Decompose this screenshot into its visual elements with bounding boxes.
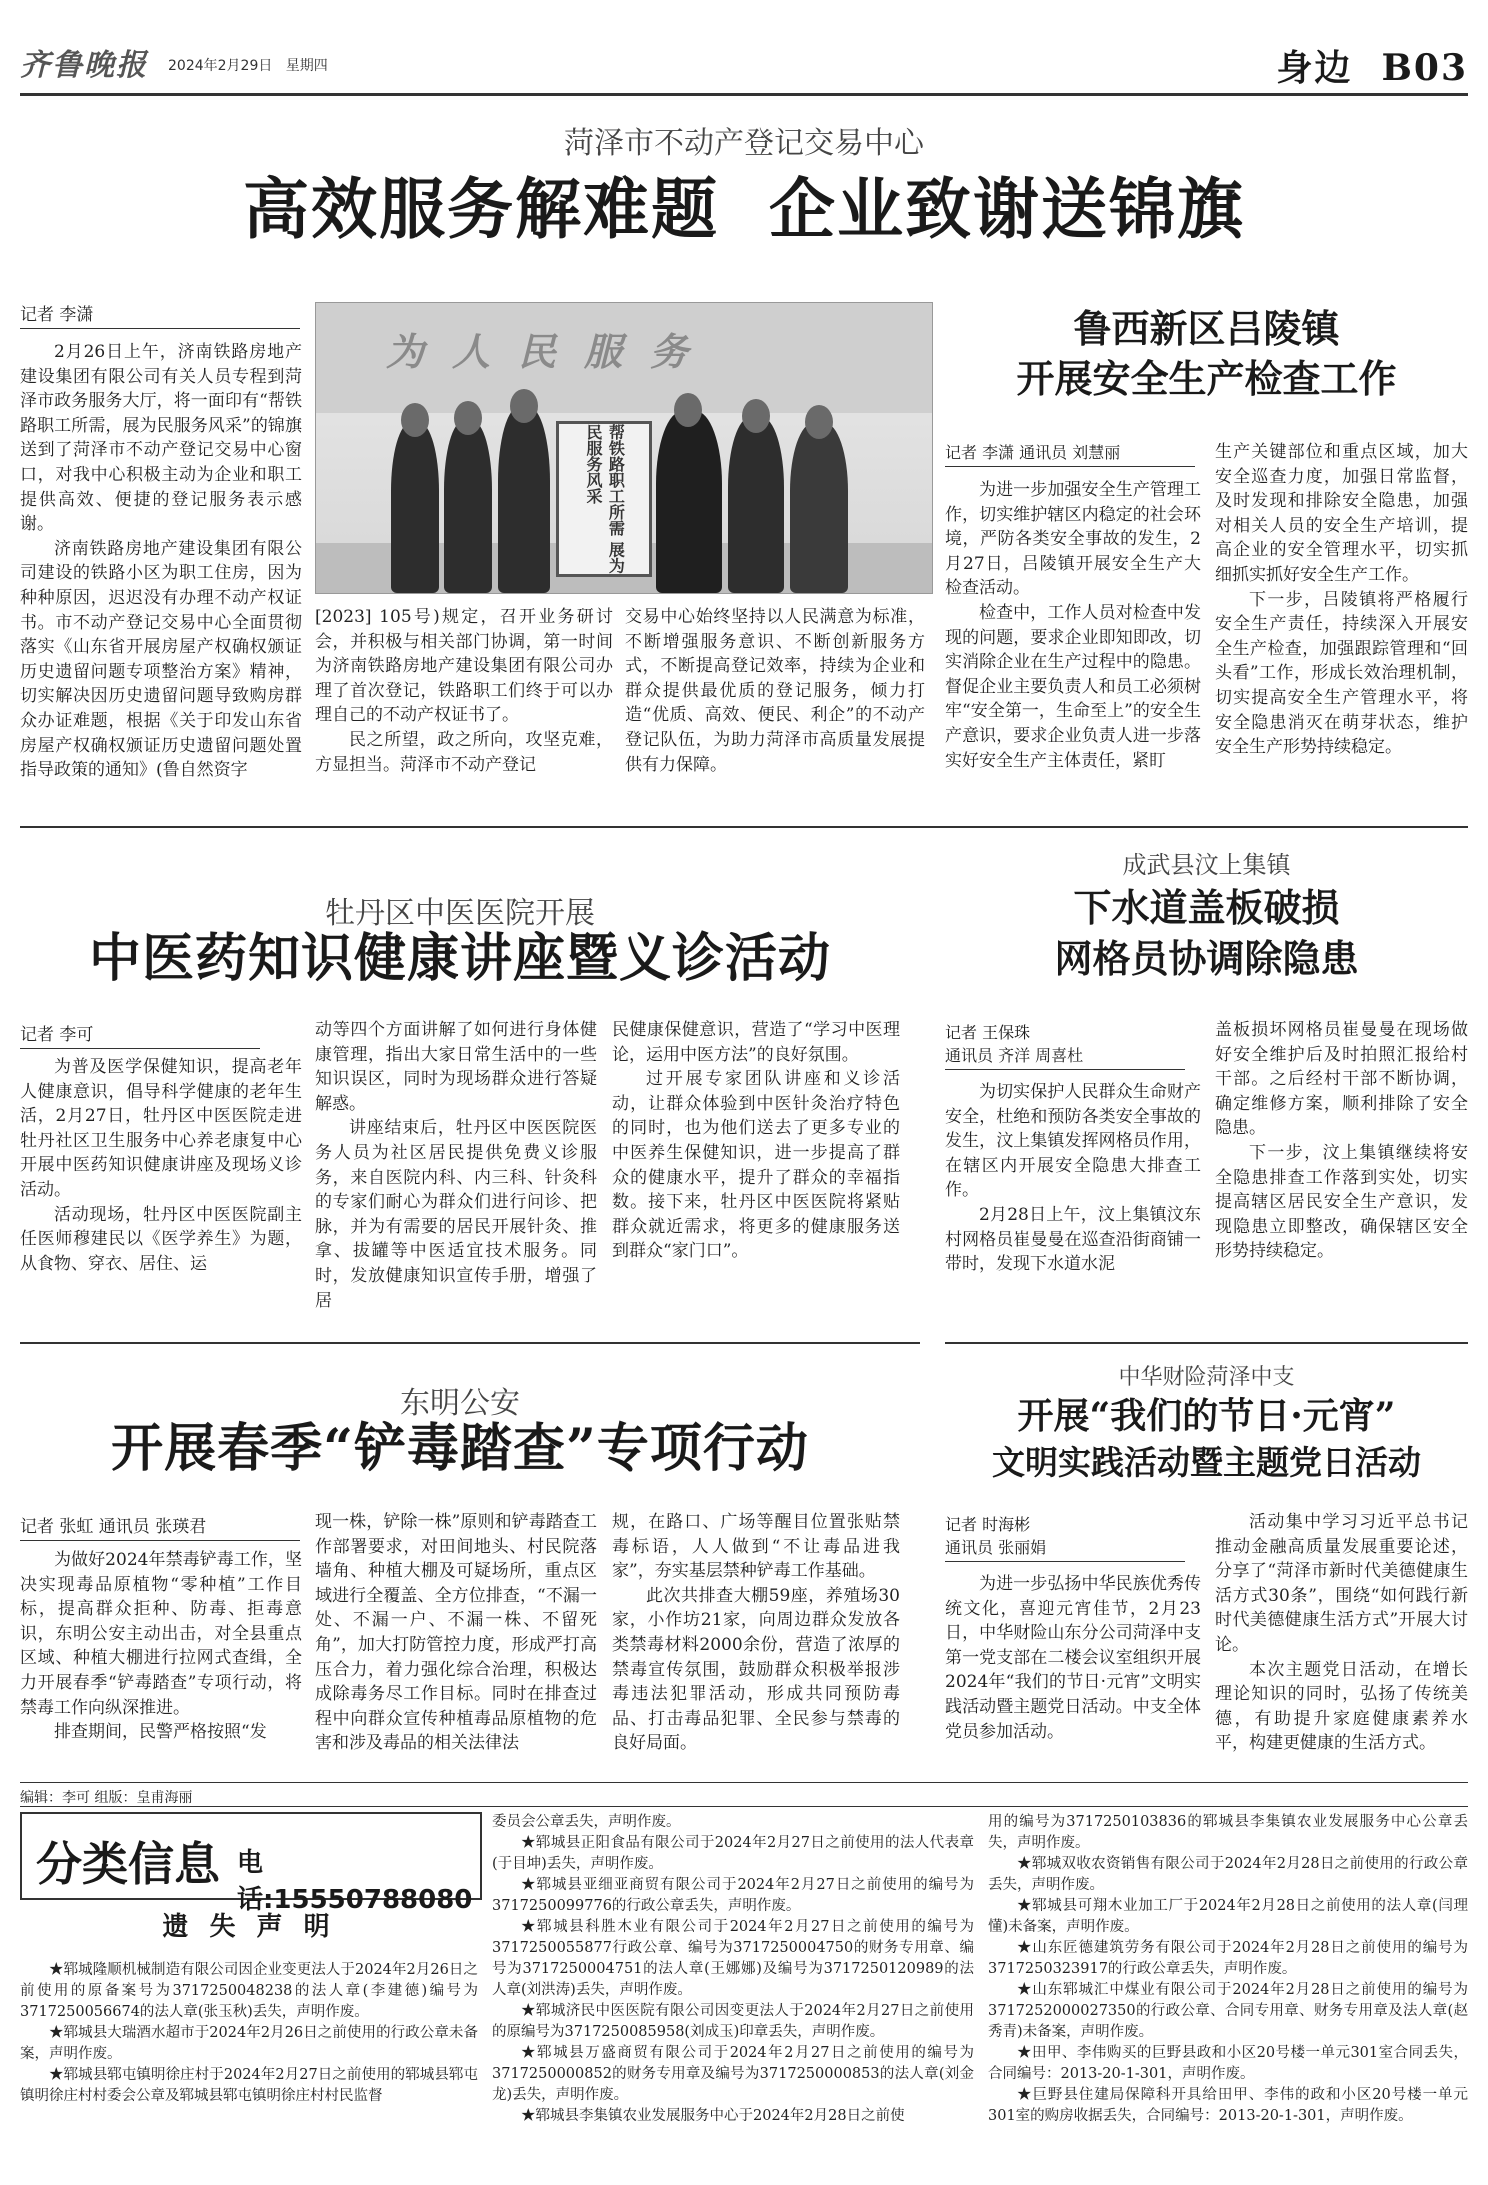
person-6 [790, 423, 848, 593]
issue-date: 2024年2月29日 星期四 [168, 58, 328, 74]
huatai-headline-line2: 文明实践活动暨主题党日活动 [992, 1443, 1421, 1482]
page-number: B03 [1381, 47, 1468, 89]
luxi-col1: 为进一步加强安全生产管理工作，切实维护辖区内稳定的社会环境，严防各类安全事故的发生，2月27日，吕陵镇开展安全生产大检查活动。 检查中，工作人员对检查中发现的问题，要求企业即知即改，切实消除企业在生产过程中的隐患。督促企业主要负责人和员工必须树牢“安全第一，生命至上”的安全生产意识，要求企业负责人进一步落实好安全生产主体责任，紧盯 [945, 480, 1201, 771]
tcm-headline: 中医药知识健康讲座暨义诊活动 [88, 928, 831, 989]
top-story-kicker: 菏泽市不动产登记交易中心 [564, 126, 924, 161]
dongming-col3: 规，在路口、广场等醒目位置张贴禁毒标语，人人做到“不让毒品进我家”，夯实基层禁种铲毒工作基础。 此次共排查大棚59座，养殖场30家，小作坊21家，向周边群众发放各类禁毒材料2000余份，营造了浓厚的禁毒宣传氛围，鼓励群众积极举报涉毒违法犯罪活动，形成共同预防毒品、打击毒品犯罪、全民参与禁毒的良好局面。 [612, 1512, 900, 1754]
dongming-headline: 开展春季“铲毒踏查”专项行动 [111, 1418, 809, 1479]
tcm-byline: 记者 李可 [20, 1020, 260, 1049]
chengwu-byline [945, 1020, 1195, 1070]
classifieds-banner [20, 1812, 482, 1915]
footer-rule [20, 1782, 1468, 1783]
chengwu-byline-reporter: 记者 王保珠 [945, 1023, 1031, 1042]
luxi-byline: 记者 李潇 通讯员 刘慧丽 [945, 440, 1195, 467]
lost-notice-title: 遗 失 声 明 [162, 1912, 336, 1942]
huatai-col1: 为进一步弘扬中华民族优秀传统文化，喜迎元宵佳节，2月23日，中华财险山东分公司菏泽中支第一党支部在二楼会议室组织开展2024年“我们的节日·元宵”文明实践活动暨主题党日活动。中支全体党员参加活动。 [945, 1574, 1201, 1742]
header-rule [20, 93, 1468, 96]
section-name: 身边 [1276, 47, 1353, 89]
top-story-byline: 记者 李潇 [20, 300, 300, 329]
top-story-col1: 2月26日上午，济南铁路房地产建设集团有限公司有关人员专程到菏泽市政务服务大厅，将一面印有“帮铁路职工所需，展为民服务风采”的锦旗送到了菏泽市不动产登记交易中心窗口，对我中心积极主动为企业和职工提供高效、便捷的登记服务表示感谢。 济南铁路房地产建设集团有限公司建设的铁路小区为职工住房，因为种种原因，迟迟没有办理不动产权证书。市不动产登记交易中心全面贯彻落实《山东省开展房屋产权确权颁证历史遗留问题专项整治方案》精神，切实解决因历史遗留问题导致购房群众办证难题，根据《关于印发山东省房屋产权确权颁证历史遗留问题处置指导政策的通知》(鲁自然资字 [20, 342, 302, 781]
top-story-col3: 交易中心始终坚持以人民满意为标准，不断增强服务意识、不断创新服务方式，不断提高登记效率，持续为企业和群众提供最优质的登记服务，倾力打造“优质、高效、便民、利企”的不动产登记队伍，为助力菏泽市高质量发展提供有力保障。 [625, 607, 925, 775]
huatai-byline-correspondent: 通讯员 张丽娟 [945, 1535, 1185, 1562]
person-1-head [401, 403, 429, 437]
luxi-headline-line2: 开展安全生产检查工作 [1016, 356, 1397, 401]
chengwu-kicker: 成武县汶上集镇 [1122, 851, 1291, 879]
tcm-col2: 动等四个方面讲解了如何进行身体健康管理，指出大家日常生活中的一些知识误区，同时为现场群众进行答疑解惑。 讲座结束后，牡丹区中医医院医务人员为社区居民提供免费义诊服务，来自医院内科、内三科、针灸科的专家们耐心为群众们进行问诊、把脉，并为有需要的居民开展针灸、推拿、拔罐等中医适宜技术服务。同时，发放健康知识宣传手册，增强了居 [315, 1020, 597, 1311]
chengwu-col1: 为切实保护人民群众生命财产安全，杜绝和预防各类安全事故的发生，汶上集镇发挥网格员作用，在辖区内开展安全隐患大排查工作。 2月28日上午，汶上集镇汶东村网格员崔曼曼在巡查沿街商铺一带时，发现下水道水泥 [945, 1082, 1201, 1275]
chengwu-col2: 盖板损坏网格员崔曼曼在现场做好安全维护后及时拍照汇报给村干部。之后经村干部不断协调，确定维修方案，顺利排除了安全隐患。 下一步，汶上集镇继续将安全隐患排查工作落到实处，切实提高辖区居民安全生产意识，发现隐患立即整改，确保辖区安全形势持续稳定。 [1215, 1020, 1468, 1262]
page-label [1276, 40, 1468, 91]
classifieds-col2: 委员会公章丢失，声明作废。 ★郓城县正阳食品有限公司于2024年2月27日之前使用的法人代表章(于目坤)丢失，声明作废。 ★郓城县亚细亚商贸有限公司于2024年2月27日之前使用的编号为3717250099776的行政公章丢失，声明作废。 ★郓城县科胜木业有限公司于2024年2月27日之前使用的编号为3717250055877行政公章、编号为3717250004750的财务专用章、编号为3717250004751的法人章(王娜娜)及编号为3717250120989的法人章(刘洪涛)丢失，声明作废。 ★郓城济民中医医院有限公司因变更法人于2024年2月27日之前使用的原编号为3717250085958(刘成玉)印章丢失，声明作废。 ★郓城县万盛商贸有限公司于2024年2月27日之前使用的编号为3717250000852的财务专用章及编号为3717250000853的法人章(刘金龙)丢失，声明作废。 ★郓城县李集镇农业发展服务中心于2024年2月28日之前使 [492, 1814, 974, 2124]
chengwu-headline-line2: 网格员协调除隐患 [1054, 936, 1359, 981]
top-story-headline: 高效服务解难题 企业致谢送锦旗 [243, 170, 1245, 248]
huatai-kicker: 中华财险菏泽中支 [1118, 1365, 1295, 1390]
huatai-byline-reporter: 记者 时海彬 [945, 1515, 1031, 1534]
person-4 [656, 411, 722, 593]
person-1 [391, 423, 439, 593]
chengwu-byline-correspondent: 通讯员 齐洋 周喜杜 [945, 1043, 1185, 1070]
chengwu-headline-line1: 下水道盖板破损 [1073, 885, 1340, 930]
person-5 [728, 417, 784, 593]
classifieds-col3: 用的编号为3717250103836的郓城县李集镇农业发展服务中心公章丢失，声明作废。 ★郓城双收农资销售有限公司于2024年2月28日之前使用的行政公章丢失，声明作废。 ★郓城县可翔木业加工厂于2024年2月28日之前使用的法人章(闫理懂)未备案，声明作废。 ★山东匠德建筑劳务有限公司于2024年2月28日之前使用的编号为3717250323917的行政公章丢失，声明作废。 ★山东郓城汇中煤业有限公司于2024年2月28日之前使用的编号为3717252000027350的行政公章、合同专用章、财务专用章及法人章(赵秀青)未备案，声明作废。 ★田甲、李伟购买的巨野县政和小区20号楼一单元301室合同丢失，合同编号：2013-20-1-301，声明作废。 ★巨野县住建局保障科开具给田甲、李伟的政和小区20号楼一单元301室的购房收据丢失，合同编号：2013-20-1-301，声明作废。 [988, 1814, 1468, 2124]
person-2-head [454, 401, 482, 435]
huatai-headline-line1: 开展“我们的节日·元宵” [1017, 1395, 1396, 1437]
section-divider-1 [20, 826, 1468, 828]
masthead: 齐鲁晚报 [20, 48, 148, 83]
classifieds-title: 分类信息 [36, 1837, 220, 1891]
dongming-kicker: 东明公安 [400, 1386, 520, 1421]
person-2 [444, 421, 492, 593]
classifieds-col1: ★郓城隆顺机械制造有限公司因企业变更法人于2024年2月26日之前使用的原备案号为3717250048238的法人章(李建德)编号为3717250056674的法人章(张玉秋)丢失，声明作废。 ★郓城县大瑞酒水超市于2024年2月26日之前使用的行政公章未备案，声明作废。 ★郓城县郓屯镇明徐庄村于2024年2月27日之前使用的郓城县郓屯镇明徐庄村村委会公章及郓城县郓屯镇明徐庄村村民监督 [20, 1962, 478, 2104]
banner-text: 帮铁路职工所需 展为民服务风采 [584, 424, 626, 574]
tcm-col3: 民健康保健意识，营造了“学习中医理论，运用中医方法”的良好氛围。 过开展专家团队讲座和义诊活动，让群众体验到中医针灸治疗特色的同时，也为他们送去了更多专业的中医养生保健知识，进一步提高了群众的健康水平，提升了群众的幸福指数。接下来，牡丹区中医医院将紧贴群众就近需求，将更多的健康服务送到群众“家门口”。 [612, 1020, 900, 1262]
wall-slogan: 为人民服务 [386, 329, 717, 374]
section-divider-2 [20, 1342, 920, 1344]
silk-banner [556, 421, 652, 577]
editor-credits: 编辑：李可 组版：皇甫海丽 [20, 1790, 193, 1806]
person-3-head [510, 389, 538, 423]
luxi-col2: 生产关键部位和重点区域，加大安全巡查力度，加强日常监督，及时发现和排除安全隐患，加强对相关人员的安全生产培训，提高企业的安全管理水平，切实抓细抓实抓好安全生产工作。 下一步，吕陵镇将严格履行安全生产责任，持续深入开展安全生产检查，加强跟踪管理和“回头看”工作，形成长效治理机制，切实提高安全生产管理水平，将安全隐患消灭在萌芽状态，维护安全生产形势持续稳定。 [1215, 442, 1468, 758]
huatai-byline [945, 1512, 1195, 1562]
top-story-col2: [2023] 105号)规定，召开业务研讨会，并积极与相关部门协调，第一时间为济南铁路房地产建设集团有限公司办理了首次登记，铁路职工们终于可以办理自己的不动产权证书了。 民之所望，政之所向，攻坚克难，方显担当。菏泽市不动产登记 [315, 607, 613, 775]
dongming-col1: 为做好2024年禁毒铲毒工作，坚决实现毒品原植物“零种植”工作目标，提高群众拒种、防毒、拒毒意识，东明公安主动出击，对全县重点区域、种植大棚进行拉网式查缉，全力开展春季“铲毒踏查”专项行动，将禁毒工作向纵深推进。 排查期间，民警严格按照“发 [20, 1550, 302, 1743]
award-photo [315, 302, 933, 594]
person-5-head [742, 399, 770, 433]
person-3 [498, 407, 550, 593]
classifieds-phone: 电话:15550788080 [237, 1848, 473, 1915]
dongming-byline: 记者 张虹 通讯员 张瑛君 [20, 1512, 300, 1541]
tcm-kicker: 牡丹区中医医院开展 [325, 896, 595, 931]
tcm-col1: 为普及医学保健知识，提高老年人健康意识，倡导科学健康的老年生活，2月27日，牡丹区中医医院走进牡丹社区卫生服务中心养老康复中心开展中医药知识健康讲座及现场义诊活动。 活动现场，牡丹区中医医院副主任医师穆建民以《医学养生》为题，从食物、穿衣、居住、运 [20, 1057, 302, 1274]
dongming-col2: 现一株，铲除一株”原则和铲毒踏查工作部署要求，对田间地头、村民院落墙角、种植大棚及可疑场所，重点区域进行全覆盖、全方位排查，“不漏一处、不漏一户、不漏一株、不留死角”，加大打防管控力度，形成严打高压合力，着力强化综合治理，积极达成除毒务尽工作目标。同时在排查过程中向群众宣传种植毒品原植物的危害和涉及毒品的相关法律法 [315, 1512, 597, 1754]
classifieds-rule [20, 1806, 1468, 1807]
section-divider-3 [945, 1342, 1468, 1344]
luxi-headline-line1: 鲁西新区吕陵镇 [1073, 306, 1340, 351]
person-6-head [805, 405, 833, 439]
person-4-head [674, 393, 702, 427]
huatai-col2: 活动集中学习习近平总书记推动金融高质量发展重要论述，分享了“菏泽市新时代美德健康生活方式30条”，围绕“如何践行新时代美德健康生活方式”开展大讨论。 本次主题党日活动，在增长理论知识的同时，弘扬了传统美德，有助提升家庭健康素养水平，构建更健康的生活方式。 [1215, 1512, 1468, 1754]
